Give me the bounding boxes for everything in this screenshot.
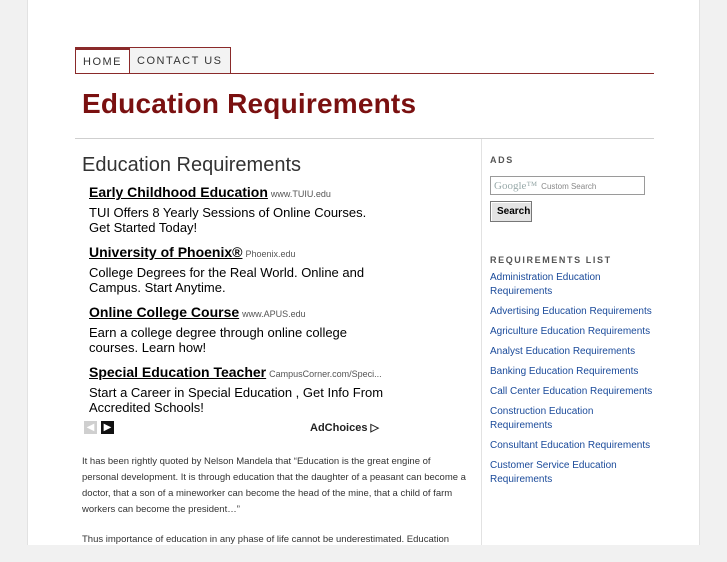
article-paragraph: It has been rightly quoted by Nelson Mandela that “Education is the great engine of personal development. It is through education that the daughter of a peasant can become a doctor, that a son of a mineworker can become the head of the mine, that a child of farm workers can become the president…” [82, 456, 466, 515]
adchoices-link[interactable] [310, 421, 379, 434]
requirements-link[interactable]: Analyst Education Requirements [490, 346, 636, 357]
search-button[interactable]: Search [490, 201, 532, 222]
ad-description[interactable]: Earn a college degree through online college courses. Learn how! [89, 325, 348, 355]
ad-title-link[interactable]: Special Education Teacher [89, 364, 267, 380]
adchoices-label: AdChoices [310, 422, 368, 434]
requirements-link[interactable]: Customer Service Education Requirements [490, 460, 617, 485]
main-content [82, 154, 467, 545]
ad-url[interactable]: Phoenix.edu [245, 249, 296, 259]
chevron-right-icon[interactable]: ▶ [101, 421, 114, 434]
ad-description[interactable]: Start a Career in Special Education , Get Info From Accredited Schools! [89, 385, 384, 415]
ads-heading: ADS [490, 155, 514, 165]
requirements-link[interactable]: Advertising Education Requirements [490, 306, 652, 317]
requirements-link[interactable]: Consultant Education Requirements [490, 440, 651, 451]
tab-contact-us[interactable]: CONTACT US [130, 47, 231, 74]
adchoices-icon: ▷ [370, 422, 379, 434]
search-input[interactable] [490, 176, 645, 195]
ad-item [89, 304, 389, 355]
search-placeholder: Custom Search [541, 182, 597, 191]
tab-home[interactable]: HOME [75, 47, 130, 74]
top-nav [75, 47, 231, 74]
ad-item [89, 244, 389, 295]
ad-block [89, 184, 389, 424]
ad-url[interactable]: www.TUIU.edu [270, 189, 331, 199]
ad-url[interactable]: www.APUS.edu [242, 309, 306, 319]
requirements-link[interactable]: Agriculture Education Requirements [490, 326, 651, 337]
ad-url[interactable]: CampusCorner.com/Speci... [269, 369, 382, 379]
ad-item [89, 364, 389, 415]
site-title[interactable]: Education Requirements [82, 88, 417, 119]
requirements-link[interactable]: Administration Education Requirements [490, 272, 601, 297]
requirements-link[interactable]: Construction Education Requirements [490, 406, 594, 431]
article-body [82, 454, 467, 562]
page-heading: Education Requirements [82, 154, 302, 176]
article-paragraph: Thus importance of education in any phase of life cannot be underestimated. Education [82, 534, 450, 545]
google-logo: Google™ [494, 180, 538, 192]
requirements-link[interactable]: Banking Education Requirements [490, 366, 639, 377]
nav-underline [75, 73, 654, 74]
sidebar [490, 155, 655, 493]
page-container [27, 0, 700, 545]
ad-description[interactable]: College Degrees for the Real World. Online and Campus. Start Anytime. [89, 265, 365, 295]
ad-title-link[interactable]: University of Phoenix® [89, 244, 243, 260]
ad-title-link[interactable]: Early Childhood Education [89, 184, 268, 200]
chevron-left-icon[interactable]: ◀ [84, 421, 97, 434]
column-divider [481, 139, 482, 545]
requirements-list [490, 271, 655, 487]
requirements-link[interactable]: Call Center Education Requirements [490, 386, 653, 397]
ad-description[interactable]: TUI Offers 8 Yearly Sessions of Online Courses. Get Started Today! [89, 205, 367, 235]
ad-item [89, 184, 389, 235]
requirements-list-heading: REQUIREMENTS LIST [490, 255, 612, 265]
ad-title-link[interactable]: Online College Course [89, 304, 240, 320]
header-divider [75, 138, 654, 139]
ad-pager [84, 421, 379, 435]
